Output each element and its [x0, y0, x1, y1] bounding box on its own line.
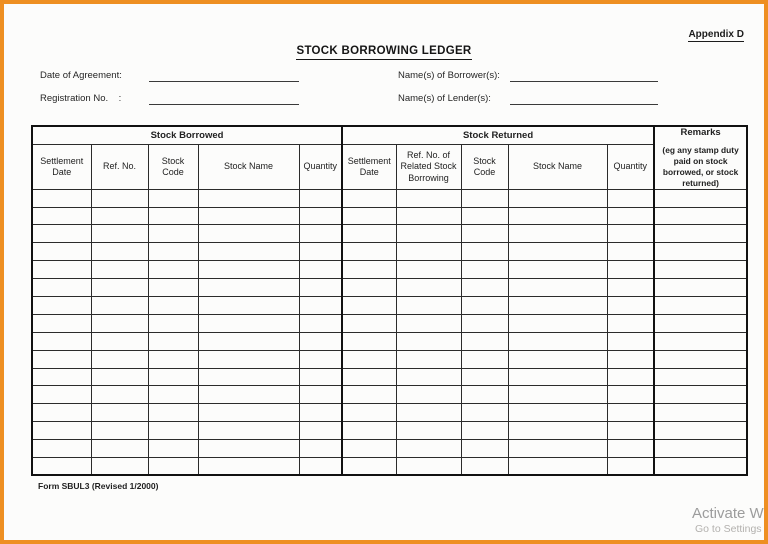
ledger-cell	[508, 332, 607, 350]
ledger-cell	[299, 189, 342, 207]
ledger-cell	[299, 404, 342, 422]
ledger-cell	[32, 297, 91, 315]
ledger-cell	[91, 225, 148, 243]
ledger-cell	[32, 261, 91, 279]
ledger-cell	[342, 458, 396, 476]
col-returned-stock-code: Stock Code	[461, 145, 508, 189]
table-row	[32, 297, 747, 315]
ledger-cell	[607, 297, 654, 315]
ledger-cell	[32, 440, 91, 458]
ledger-cell	[91, 243, 148, 261]
ledger-cell	[607, 243, 654, 261]
table-row	[32, 422, 747, 440]
ledger-cell	[148, 297, 198, 315]
ledger-cell	[198, 332, 299, 350]
ledger-cell	[148, 314, 198, 332]
windows-activation-watermark	[692, 505, 764, 535]
ledger-cell	[654, 225, 747, 243]
table-row	[32, 458, 747, 476]
ledger-cell	[32, 422, 91, 440]
ledger-cell	[198, 350, 299, 368]
ledger-cell	[299, 332, 342, 350]
ledger-cell	[342, 350, 396, 368]
ledger-cell	[91, 314, 148, 332]
ledger-cell	[198, 189, 299, 207]
appendix-text: Appendix D	[688, 29, 744, 40]
ledger-cell	[32, 368, 91, 386]
ledger-cell	[32, 332, 91, 350]
ledger-cell	[342, 314, 396, 332]
ledger-cell	[342, 189, 396, 207]
ledger-cell	[508, 368, 607, 386]
col-returned-stock-name: Stock Name	[508, 145, 607, 189]
ledger-cell	[342, 422, 396, 440]
ledger-cell	[198, 422, 299, 440]
ledger-cell	[91, 440, 148, 458]
table-row	[32, 314, 747, 332]
ledger-cell	[654, 261, 747, 279]
ledger-cell	[508, 386, 607, 404]
lenders-line	[510, 104, 658, 105]
ledger-cell	[148, 458, 198, 476]
ledger-cell	[654, 314, 747, 332]
form-footer: Form SBUL3 (Revised 1/2000)	[38, 481, 159, 491]
registration-no-line	[149, 104, 299, 105]
col-returned-settlement-date: Settlement Date	[342, 145, 396, 189]
ledger-cell	[32, 314, 91, 332]
ledger-cell	[396, 207, 461, 225]
ledger-cell	[396, 386, 461, 404]
ledger-cell	[654, 189, 747, 207]
borrowers-label: Name(s) of Borrower(s):	[398, 70, 500, 81]
ledger-cell	[508, 189, 607, 207]
table-row	[32, 404, 747, 422]
ledger-cell	[508, 297, 607, 315]
ledger-cell	[508, 422, 607, 440]
ledger-cell	[299, 243, 342, 261]
ledger-cell	[299, 350, 342, 368]
ledger-cell	[32, 350, 91, 368]
group-stock-borrowed: Stock Borrowed	[32, 126, 342, 145]
ledger-cell	[342, 243, 396, 261]
appendix-label	[688, 29, 744, 40]
ledger-cell	[607, 368, 654, 386]
ledger-cell	[396, 243, 461, 261]
ledger-cell	[396, 332, 461, 350]
ledger-cell	[91, 332, 148, 350]
ledger-cell	[461, 279, 508, 297]
table-row	[32, 368, 747, 386]
ledger-cell	[396, 404, 461, 422]
ledger-cell	[32, 243, 91, 261]
table-row	[32, 279, 747, 297]
ledger-cell	[32, 225, 91, 243]
ledger-cell	[342, 279, 396, 297]
lenders-label: Name(s) of Lender(s):	[398, 93, 491, 104]
ledger-cell	[461, 189, 508, 207]
watermark-settings-text: Go to Settings	[695, 523, 762, 535]
ledger-cell	[396, 440, 461, 458]
table-row	[32, 207, 747, 225]
ledger-cell	[91, 279, 148, 297]
ledger-cell	[508, 440, 607, 458]
ledger-cell	[654, 332, 747, 350]
ledger-cell	[461, 207, 508, 225]
ledger-cell	[461, 440, 508, 458]
ledger-cell	[461, 243, 508, 261]
ledger-cell	[148, 386, 198, 404]
ledger-cell	[148, 207, 198, 225]
ledger-cell	[508, 261, 607, 279]
ledger-cell	[91, 404, 148, 422]
ledger-cell	[396, 458, 461, 476]
ledger-cell	[198, 279, 299, 297]
ledger-cell	[461, 225, 508, 243]
ledger-cell	[607, 440, 654, 458]
ledger-cell	[342, 332, 396, 350]
group-stock-returned: Stock Returned	[342, 126, 654, 145]
ledger-cell	[508, 243, 607, 261]
ledger-cell	[342, 404, 396, 422]
table-row	[32, 225, 747, 243]
ledger-cell	[299, 440, 342, 458]
date-of-agreement-label: Date of Agreement:	[40, 70, 122, 81]
ledger-cell	[654, 386, 747, 404]
ledger-cell	[654, 350, 747, 368]
ledger-cell	[396, 279, 461, 297]
ledger-cell	[654, 279, 747, 297]
registration-no-label: Registration No. :	[40, 93, 122, 104]
ledger-cell	[396, 189, 461, 207]
group-header-row	[32, 126, 747, 145]
ledger-cell	[91, 189, 148, 207]
page-title-wrap	[4, 41, 764, 60]
ledger-cell	[342, 368, 396, 386]
table-row	[32, 440, 747, 458]
remarks-label: Remarks	[680, 127, 721, 138]
ledger-cell	[198, 225, 299, 243]
remarks-header	[654, 126, 747, 189]
ledger-cell	[342, 207, 396, 225]
ledger-cell	[148, 279, 198, 297]
ledger-cell	[342, 261, 396, 279]
table-row	[32, 261, 747, 279]
ledger-cell	[654, 422, 747, 440]
ledger-cell	[508, 279, 607, 297]
col-returned-ref-no-related: Ref. No. of Related Stock Borrowing	[396, 145, 461, 189]
col-borrowed-quantity: Quantity	[299, 145, 342, 189]
ledger-cell	[91, 350, 148, 368]
ledger-cell	[148, 368, 198, 386]
ledger-cell	[508, 207, 607, 225]
ledger-cell	[508, 404, 607, 422]
ledger-cell	[461, 368, 508, 386]
ledger-cell	[461, 458, 508, 476]
ledger-cell	[461, 386, 508, 404]
ledger-cell	[342, 297, 396, 315]
ledger-cell	[508, 458, 607, 476]
ledger-table	[31, 125, 748, 476]
ledger-cell	[607, 332, 654, 350]
ledger-cell	[91, 386, 148, 404]
ledger-cell	[461, 314, 508, 332]
ledger-cell	[508, 314, 607, 332]
ledger-cell	[148, 332, 198, 350]
ledger-cell	[508, 225, 607, 243]
ledger-cell	[396, 368, 461, 386]
ledger-cell	[148, 243, 198, 261]
ledger-cell	[198, 261, 299, 279]
ledger-cell	[654, 458, 747, 476]
ledger-cell	[607, 279, 654, 297]
ledger-cell	[299, 297, 342, 315]
table-row	[32, 332, 747, 350]
ledger-cell	[461, 261, 508, 279]
ledger-cell	[607, 314, 654, 332]
ledger-cell	[508, 350, 607, 368]
ledger-cell	[198, 404, 299, 422]
ledger-cell	[91, 297, 148, 315]
ledger-cell	[198, 243, 299, 261]
ledger-cell	[396, 297, 461, 315]
ledger-cell	[299, 422, 342, 440]
ledger-cell	[461, 332, 508, 350]
date-of-agreement-line	[149, 81, 299, 82]
col-borrowed-stock-code: Stock Code	[148, 145, 198, 189]
ledger-cell	[607, 386, 654, 404]
page-title: STOCK BORROWING LEDGER	[296, 45, 471, 60]
ledger-cell	[299, 261, 342, 279]
ledger-cell	[91, 368, 148, 386]
ledger-cell	[91, 261, 148, 279]
ledger-cell	[32, 279, 91, 297]
watermark-activate-text: Activate W	[692, 505, 764, 522]
ledger-cell	[198, 458, 299, 476]
column-header-row	[32, 145, 747, 189]
ledger-cell	[396, 261, 461, 279]
ledger-cell	[607, 207, 654, 225]
col-borrowed-stock-name: Stock Name	[198, 145, 299, 189]
ledger-cell	[148, 350, 198, 368]
remarks-note: (eg any stamp duty paid on stock borrowed, or stock returned)	[662, 145, 739, 188]
table-row	[32, 350, 747, 368]
ledger-cell	[148, 225, 198, 243]
ledger-cell	[148, 261, 198, 279]
ledger-cell	[299, 386, 342, 404]
ledger-cell	[32, 386, 91, 404]
borrowers-line	[510, 81, 658, 82]
ledger-cell	[396, 225, 461, 243]
ledger-cell	[342, 440, 396, 458]
ledger-cell	[461, 350, 508, 368]
ledger-cell	[607, 404, 654, 422]
ledger-cell	[654, 243, 747, 261]
ledger-cell	[299, 207, 342, 225]
ledger-cell	[654, 207, 747, 225]
ledger-cell	[342, 386, 396, 404]
table-row	[32, 189, 747, 207]
ledger-cell	[607, 189, 654, 207]
ledger-cell	[148, 422, 198, 440]
table-row	[32, 386, 747, 404]
ledger-cell	[148, 440, 198, 458]
table-row	[32, 243, 747, 261]
ledger-cell	[91, 422, 148, 440]
ledger-cell	[299, 314, 342, 332]
ledger-cell	[32, 404, 91, 422]
ledger-cell	[299, 225, 342, 243]
ledger-cell	[198, 297, 299, 315]
col-borrowed-ref-no: Ref. No.	[91, 145, 148, 189]
ledger-cell	[342, 225, 396, 243]
ledger-cell	[32, 458, 91, 476]
ledger-cell	[654, 440, 747, 458]
ledger-cell	[91, 458, 148, 476]
ledger-cell	[607, 422, 654, 440]
ledger-cell	[198, 368, 299, 386]
ledger-cell	[148, 404, 198, 422]
ledger-body	[32, 189, 747, 475]
ledger-cell	[299, 368, 342, 386]
ledger-cell	[91, 207, 148, 225]
ledger-cell	[148, 189, 198, 207]
ledger-cell	[461, 404, 508, 422]
col-returned-quantity: Quantity	[607, 145, 654, 189]
ledger-cell	[32, 207, 91, 225]
col-borrowed-settlement-date: Settlement Date	[32, 145, 91, 189]
ledger-cell	[299, 279, 342, 297]
ledger-cell	[607, 261, 654, 279]
ledger-cell	[461, 422, 508, 440]
ledger-cell	[198, 207, 299, 225]
ledger-cell	[654, 404, 747, 422]
ledger-cell	[607, 225, 654, 243]
ledger-cell	[198, 440, 299, 458]
ledger-cell	[396, 350, 461, 368]
ledger-cell	[396, 314, 461, 332]
ledger-cell	[461, 297, 508, 315]
ledger-cell	[32, 189, 91, 207]
ledger-cell	[396, 422, 461, 440]
ledger-cell	[654, 368, 747, 386]
ledger-cell	[198, 314, 299, 332]
ledger-cell	[299, 458, 342, 476]
ledger-cell	[654, 297, 747, 315]
ledger-cell	[198, 386, 299, 404]
ledger-cell	[607, 350, 654, 368]
ledger-cell	[607, 458, 654, 476]
